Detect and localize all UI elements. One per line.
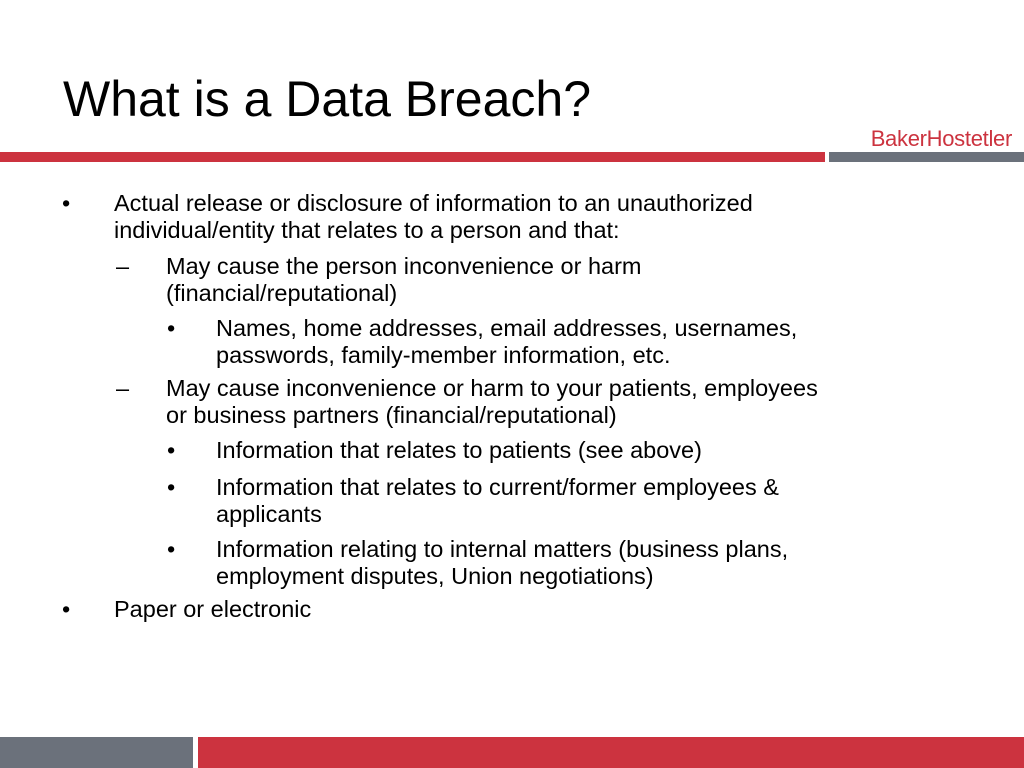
bullet-text-line: Information that relates to patients (see above): [216, 437, 702, 463]
top-gray-bar: [829, 152, 1024, 162]
bullet-marker: •: [167, 474, 176, 500]
top-red-bar: [0, 152, 825, 162]
dash-marker: –: [116, 375, 130, 401]
bullet-text-line: May cause the person inconvenience or harm: [166, 253, 642, 279]
bullet-text-line: or business partners (financial/reputational): [166, 402, 617, 428]
bullet-marker: •: [167, 536, 176, 562]
bottom-gray-bar: [0, 737, 193, 768]
brand-logo: BakerHostetler: [870, 126, 1012, 151]
bullet-marker: •: [167, 437, 176, 463]
bullet-marker: •: [62, 596, 71, 622]
bullet-text-line: applicants: [216, 501, 322, 527]
dash-marker: –: [116, 253, 130, 279]
bullet-text-line: Actual release or disclosure of information to an unauthorized: [114, 190, 753, 216]
bullet-text-line: Names, home addresses, email addresses, usernames,: [216, 315, 798, 341]
slide-title: What is a Data Breach?: [63, 71, 592, 127]
bullet-text-line: (financial/reputational): [166, 280, 398, 306]
bullet-text-line: individual/entity that relates to a person and that:: [114, 217, 620, 243]
bullet-text-line: employment disputes, Union negotiations): [216, 563, 654, 589]
bullet-text-line: Information relating to internal matters (business plans,: [216, 536, 789, 562]
bullet-marker: •: [62, 190, 71, 216]
bullet-text-line: Paper or electronic: [114, 596, 312, 622]
bullet-text-line: May cause inconvenience or harm to your patients, employees: [166, 375, 818, 401]
bullet-text-line: Information that relates to current/former employees &: [216, 474, 779, 500]
bottom-red-bar: [198, 737, 1024, 768]
bullet-marker: •: [167, 315, 176, 341]
bullet-text-line: passwords, family-member information, etc.: [216, 342, 671, 368]
